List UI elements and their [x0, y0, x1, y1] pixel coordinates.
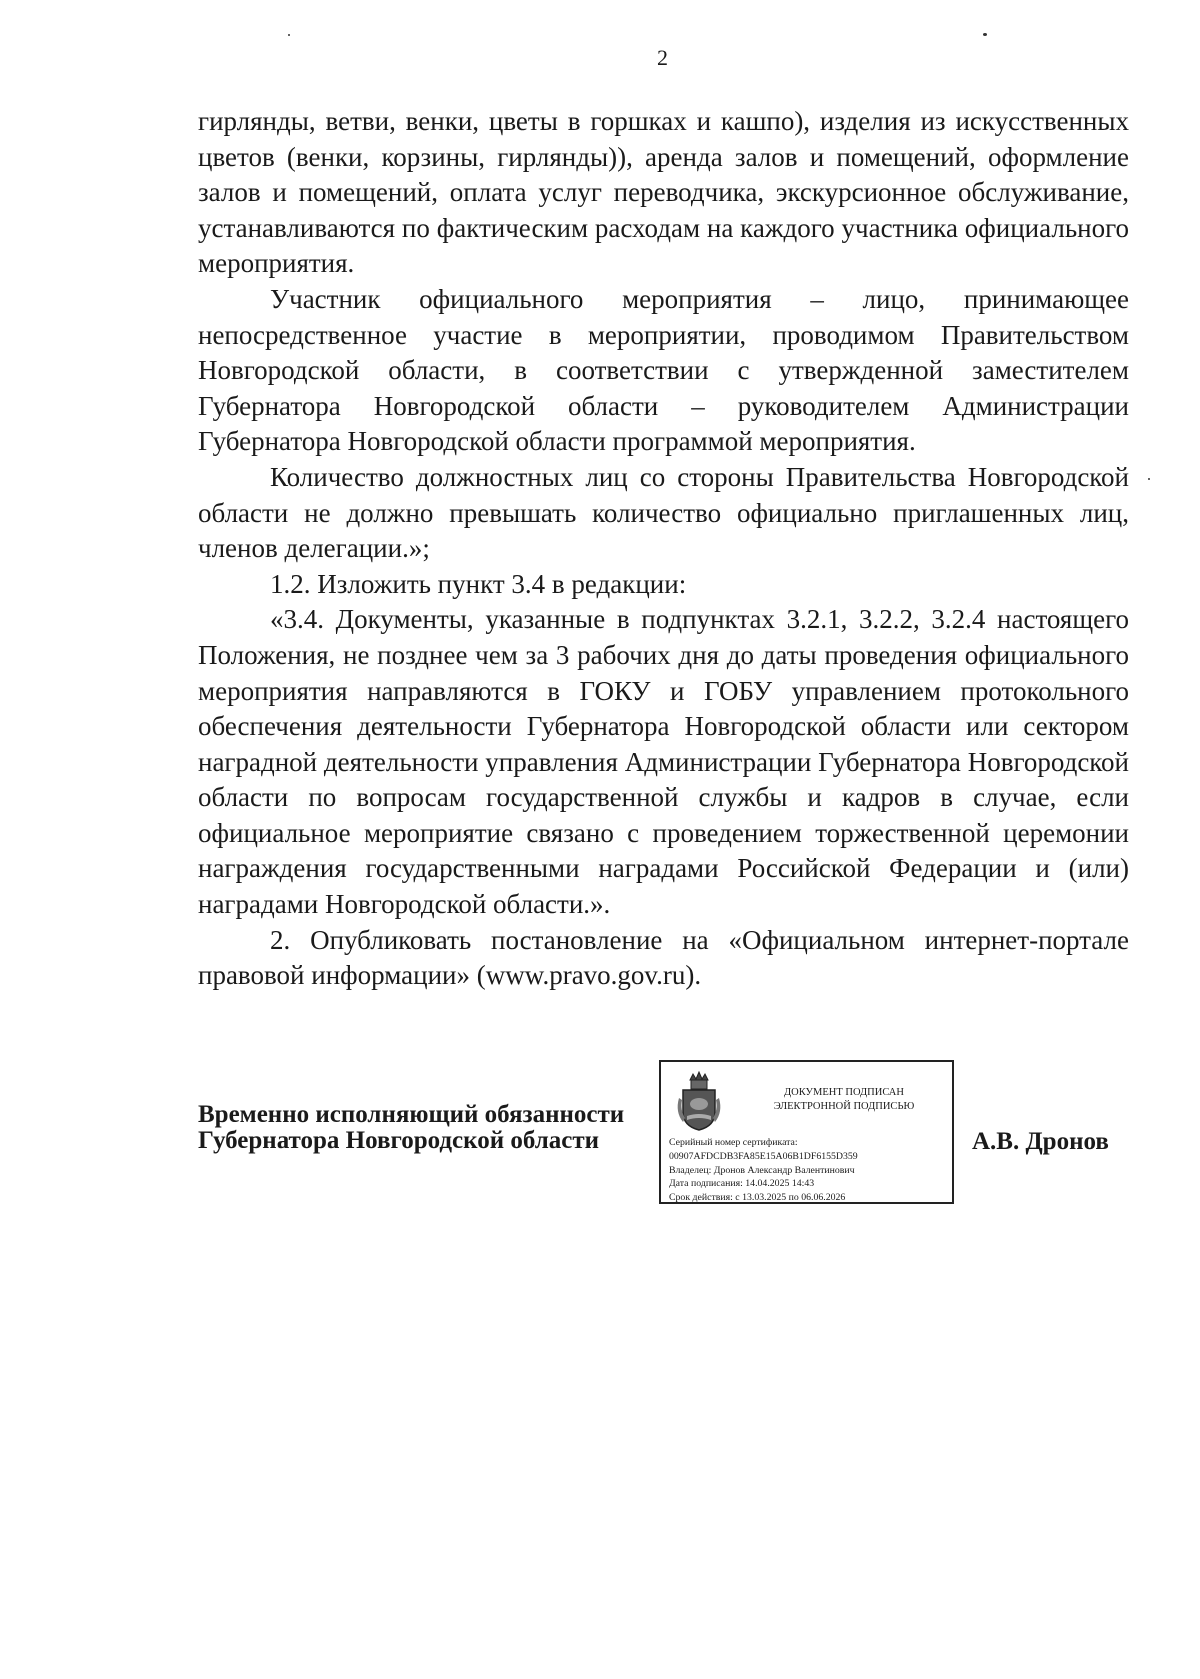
- signer-title-line: Губернатора Новгородской области: [198, 1127, 600, 1154]
- signer-name: А.В. Дронов: [972, 1128, 1109, 1155]
- coat-of-arms-icon: [673, 1068, 725, 1132]
- stamp-signed-date: Дата подписания: 14.04.2025 14:43: [669, 1178, 815, 1190]
- paragraph: Участник официального мероприятия – лицо, принимающее непосредственное участие в мероприятии, проводимом Правительством Новгородской области, в соответствии с утвержденной заместителем Губернатора Новгородской области – руководителем Администрации Губернатора Новгородской области программой мероприятия.: [198, 283, 1129, 457]
- stamp-validity: Срок действия: с 13.03.2025 по 06.06.2026: [669, 1192, 846, 1204]
- stamp-header: [741, 1086, 947, 1114]
- body-text: [198, 104, 1129, 994]
- scan-speck: [1148, 478, 1150, 480]
- paragraph: 1.2. Изложить пункт 3.4 в редакции:: [270, 568, 687, 599]
- signer-title-line: Временно исполняющий обязанности: [198, 1101, 625, 1128]
- page-number: 2: [657, 45, 668, 70]
- scan-speck: [983, 33, 987, 36]
- stamp-serial-label: Серийный номер сертификата:: [669, 1137, 798, 1148]
- stamp-details: [669, 1136, 858, 1205]
- paragraph: гирлянды, ветви, венки, цветы в горшках и кашпо), изделия из искусственных цветов (венки, корзины, гирлянды)), аренда залов и помещений, оформление залов и помещений, оплата услуг переводчика, экскурсионное обслуживание, устанавливаются по фактическим расходам на каждого участника официального мероприятия.: [198, 106, 1129, 279]
- stamp-header-line: ДОКУМЕНТ ПОДПИСАН: [784, 1087, 904, 1098]
- scan-speck: [288, 34, 290, 36]
- stamp-owner: Владелец: Дронов Александр Валентинович: [669, 1164, 855, 1176]
- electronic-signature-stamp: [659, 1060, 954, 1204]
- stamp-serial-value: 00907AFDCDB3FA85E15A06B1DF6155D359: [669, 1150, 858, 1162]
- paragraph: 2. Опубликовать постановление на «Официальном интернет-портале правовой информации» (www.pravo.gov.ru).: [198, 924, 1129, 991]
- paragraph: «3.4. Документы, указанные в подпунктах 3.2.1, 3.2.2, 3.2.4 настоящего Положения, не позднее чем за 3 рабочих дня до даты проведения официального мероприятия направляются в ГОКУ и ГОБУ управлением протокольного обеспечения деятельности Губернатора Новгородской области или сектором наградной деятельности управления Администрации Губернатора Новгородской области по вопросам государственной службы и кадров в случае, если официальное мероприятие связано с проведением торжественной церемонии награждения государственными наградами Российской Федерации и (или) наградами Новгородской области.».: [198, 604, 1129, 920]
- signer-title: [198, 1102, 624, 1154]
- signature-block: [0, 1060, 1200, 1210]
- paragraph: Количество должностных лиц со стороны Правительства Новгородской области не должно превышать количество официально приглашенных лиц, членов делегации.»;: [198, 461, 1129, 564]
- stamp-header-line: ЭЛЕКТРОННОЙ ПОДПИСЬЮ: [773, 1101, 915, 1112]
